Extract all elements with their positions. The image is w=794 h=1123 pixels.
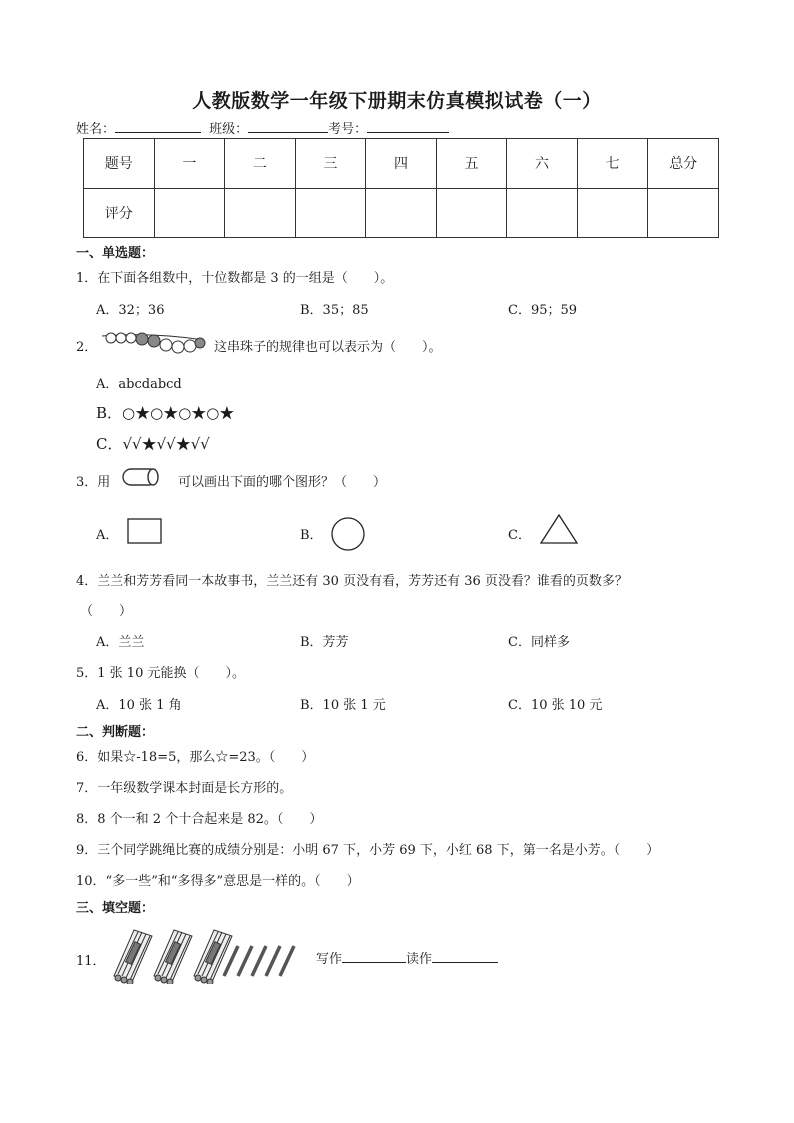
question-6: 6．如果☆-18=5，那么☆=23。（ ） [76,750,315,765]
page-title: 人教版数学一年级下册期末仿真模拟试卷（一） [192,90,602,112]
circle-icon [329,515,367,553]
score-header-cell: 三 [295,139,366,189]
question-9: 9．三个同学跳绳比赛的成绩分别是：小明 67 下，小芳 69 下，小红 68 下，第一名是小芳。（ ） [76,843,660,858]
question-2: 这串珠子的规律也可以表示为（ ）。 [214,340,442,355]
section-fill-blank: 三、填空题： [76,901,155,916]
q1-option-b[interactable]: B．35；85 [300,303,369,318]
class-label: 班级： [209,122,249,137]
class-blank[interactable] [248,120,328,133]
student-info-line [76,118,449,137]
read-blank[interactable] [432,950,498,963]
q3-option-a[interactable]: A． [96,528,119,543]
q2-option-b[interactable]: B．○★○★○★○★ [96,404,235,422]
section-true-false: 二、判断题： [76,725,155,740]
q1-option-a[interactable]: A．32；36 [96,303,165,318]
score-table-score-row [84,188,719,238]
score-input-cell[interactable] [436,188,507,238]
score-input-cell[interactable] [295,188,366,238]
question-8: 8．8 个一和 2 个十合起来是 82。（ ） [76,812,323,827]
q3-option-b[interactable]: B． [300,528,323,543]
q3-option-c[interactable]: C． [508,528,531,543]
question-4: 4．兰兰和芳芳看同一本故事书，兰兰还有 30 页没有看，芳芳还有 36 页没看？谁看的页数多？ [76,574,628,589]
score-header-cell: 六 [507,139,578,189]
score-header-cell: 一 [154,139,225,189]
stick-bundles-icon [104,922,310,984]
score-input-cell[interactable] [366,188,437,238]
write-label: 写作 [316,952,343,967]
q4-answer-paren: （ ） [80,604,133,619]
triangle-icon [538,512,580,546]
read-label: 读作 [406,952,433,967]
question-2-number: 2． [76,340,98,355]
q4-option-b[interactable]: B．芳芳 [300,635,349,650]
score-header-cell: 七 [577,139,648,189]
question-11-number: 11． [76,954,106,969]
question-7: 7．一年级数学课本封面是长方形的。 [76,781,293,796]
q5-option-b[interactable]: B．10 张 1 元 [300,698,386,713]
question-1: 1．在下面各组数中，十位数都是 3 的一组是（ ）。 [76,271,394,286]
name-blank[interactable] [115,120,201,133]
q11-answers [316,948,498,967]
write-blank[interactable] [342,950,406,963]
exam-blank[interactable] [367,120,449,133]
q2-option-c[interactable]: C．√√★√√★√√ [96,435,210,453]
question-3: 可以画出下面的哪个图形？（ ） [178,475,387,490]
question-3-number: 3．用 [76,475,111,490]
exam-label: 考号： [328,122,368,137]
score-input-cell[interactable] [225,188,296,238]
q4-option-a[interactable]: A．兰兰 [96,635,145,650]
q5-option-c[interactable]: C．10 张 10 元 [508,698,603,713]
score-row-label: 评分 [84,188,155,238]
rectangle-icon [126,516,164,546]
score-table-header-row [84,139,719,189]
q5-option-a[interactable]: A．10 张 1 角 [96,698,182,713]
q1-option-c[interactable]: C．95；59 [508,303,578,318]
question-10: 10．“多一些”和“多得多”意思是一样的。（ ） [76,874,360,889]
score-input-cell[interactable] [577,188,648,238]
score-input-cell[interactable] [507,188,578,238]
score-input-cell[interactable] [154,188,225,238]
name-label: 姓名： [76,122,116,137]
score-header-cell: 二 [225,139,296,189]
q4-option-c[interactable]: C．同样多 [508,635,570,650]
section-single-choice: 一、单选题： [76,246,155,261]
score-header-cell: 总分 [648,139,719,189]
question-5: 5．1 张 10 元能换（ ）。 [76,666,245,681]
score-table [83,138,719,238]
bead-string-icon [100,330,206,356]
cylinder-icon [120,466,164,488]
score-input-cell[interactable] [648,188,719,238]
q2-option-a[interactable]: A．abcdabcd [96,377,182,392]
score-header-cell: 四 [366,139,437,189]
score-header-cell: 五 [436,139,507,189]
score-header-cell: 题号 [84,139,155,189]
